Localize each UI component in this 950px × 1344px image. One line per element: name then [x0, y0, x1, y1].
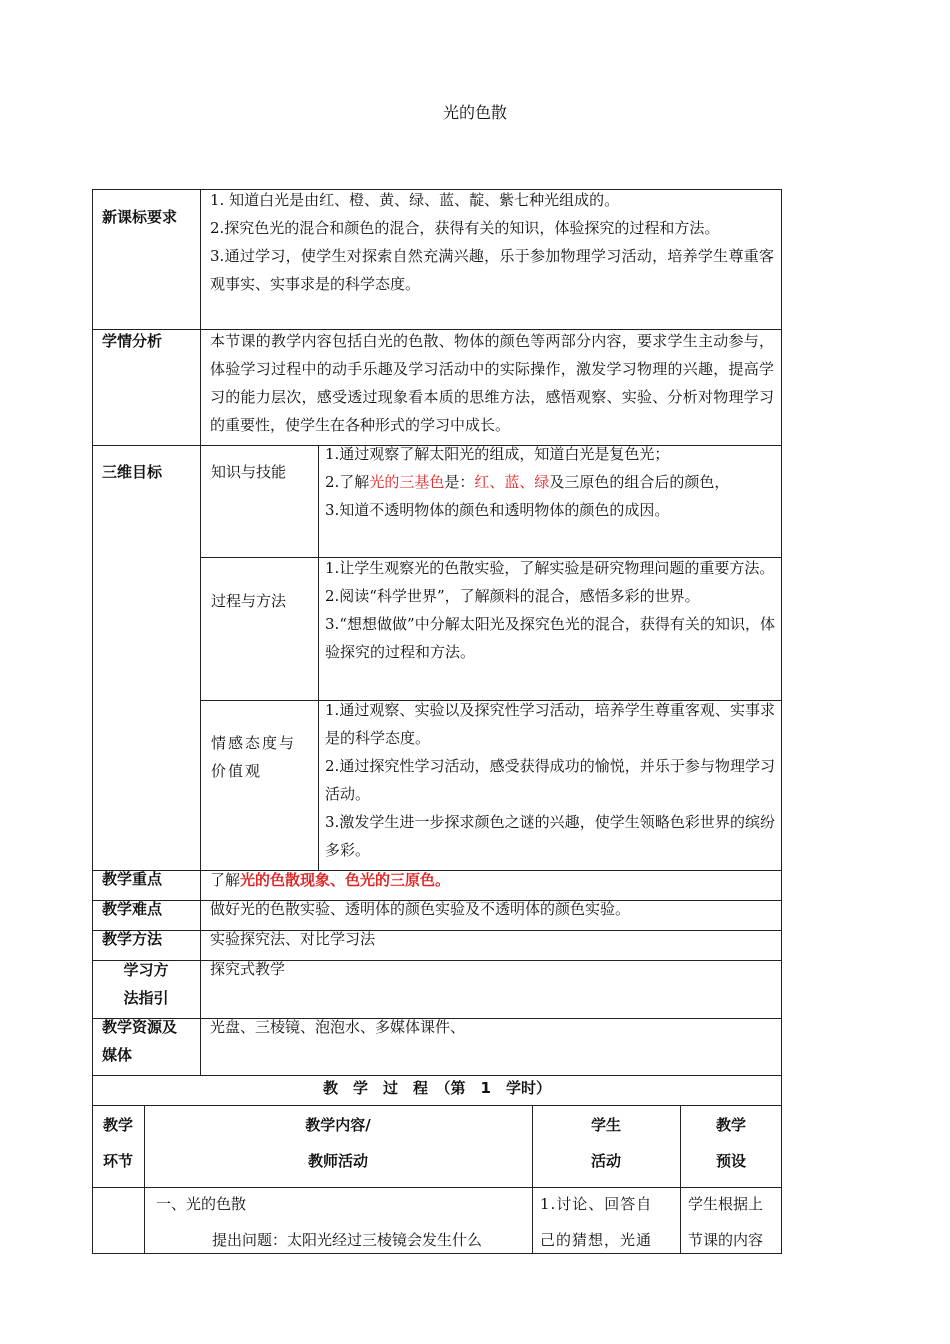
key-points-label: 教学重点	[102, 870, 163, 888]
difficulties-label: 教学难点	[102, 900, 163, 918]
knowledge-label: 知识与技能	[211, 463, 287, 481]
col-header-content: 教学内容/ 教师活动	[305, 1116, 371, 1170]
standards-item-3: 3.通过学习，使学生对探索自然充满兴趣，乐于参加物理学习活动，培养学生尊重客观事实、实事求是的科学态度。	[210, 247, 774, 293]
process-content	[325, 554, 775, 666]
attitude-content	[325, 696, 775, 864]
attitude-item-3: 3.激发学生进一步探求颜色之谜的兴趣，使学生领略色彩世界的缤纷多彩。	[325, 813, 775, 859]
methods-text: 实验探究法、对比学习法	[210, 930, 376, 948]
analysis-label: 学情分析	[102, 332, 163, 350]
analysis-text: 本节课的教学内容包括白光的色散、物体的颜色等两部分内容，要求学生主动参与，体验学习过程中的动手乐趣及学习活动中的实际操作，激发学习物理的兴趣，提高学习的能力层次，感受透过现象看本质的思维方法，感悟观察、实验、分析对物理学习的重要性，使学生在各种形式的学习中成长。	[210, 332, 774, 434]
primary-colors: 红、蓝、绿	[474, 473, 550, 491]
goals-label: 三维目标	[102, 463, 163, 481]
process-header: 教 学 过 程 （第 1 学时）	[323, 1079, 551, 1097]
row1-content: 一、光的色散 提出问题：太阳光经过三棱镜会发生什么	[156, 1195, 483, 1249]
row1-student: 1.讨论、回答自 己的猜想，光通	[540, 1195, 653, 1249]
attitude-label: 情感态度与价值观	[211, 734, 297, 780]
study-guide-label: 学习方 法指引	[123, 961, 169, 1007]
key-points-text: 了解光的色散现象、色光的三原色。	[210, 871, 451, 889]
key-points-highlight: 光的色散现象、色光的三原色。	[240, 871, 451, 889]
study-guide-text: 探究式教学	[210, 960, 286, 978]
col-header-stage: 教学 环节	[102, 1116, 133, 1170]
process-item-1: 1.让学生观察光的色散实验，了解实验是研究物理问题的重要方法。	[325, 559, 775, 577]
col-header-student: 学生 活动	[590, 1116, 621, 1170]
standards-item-1: 1. 知道白光是由红、橙、黄、绿、蓝、靛、紫七种光组成的。	[210, 191, 620, 209]
methods-label: 教学方法	[102, 930, 163, 948]
three-primary-term: 光的三基色	[369, 473, 445, 491]
row1-preset: 学生根据上 节课的内容	[688, 1195, 764, 1249]
resources-text: 光盘、三棱镜、泡泡水、多媒体课件、	[210, 1018, 466, 1036]
difficulties-text: 做好光的色散实验、透明体的颜色实验及不透明体的颜色实验。	[210, 900, 631, 918]
process-item-3: 3.“想想做做”中分解太阳光及探究色光的混合，获得有关的知识，体验探究的过程和方法。	[325, 615, 775, 661]
col-header-preset: 教学 预设	[715, 1116, 746, 1170]
knowledge-content	[325, 440, 775, 524]
attitude-item-1: 1.通过观察、实验以及探究性学习活动，培养学生尊重客观、实事求是的科学态度。	[325, 701, 775, 747]
knowledge-item-2: 2.了解光的三基色是：红、蓝、绿及三原色的组合后的颜色，	[325, 473, 730, 491]
standards-item-2: 2.探究色光的混合和颜色的混合，获得有关的知识，体验探究的过程和方法。	[210, 219, 720, 237]
process-item-2: 2.阅读“科学世界”，了解颜料的混合，感悟多彩的世界。	[325, 587, 700, 605]
process-label: 过程与方法	[211, 592, 287, 610]
page-title: 光的色散	[442, 103, 507, 122]
knowledge-item-1: 1.通过观察了解太阳光的组成，知道白光是复色光；	[325, 445, 670, 463]
attitude-item-2: 2.通过探究性学习活动，感受获得成功的愉悦，并乐于参与物理学习活动。	[325, 757, 775, 803]
resources-label: 教学资源及 媒体	[102, 1018, 178, 1064]
standards-label: 新课标要求	[102, 208, 178, 226]
knowledge-item-3: 3.知道不透明物体的颜色和透明物体的颜色的成因。	[325, 501, 670, 519]
standards-content	[210, 186, 774, 298]
